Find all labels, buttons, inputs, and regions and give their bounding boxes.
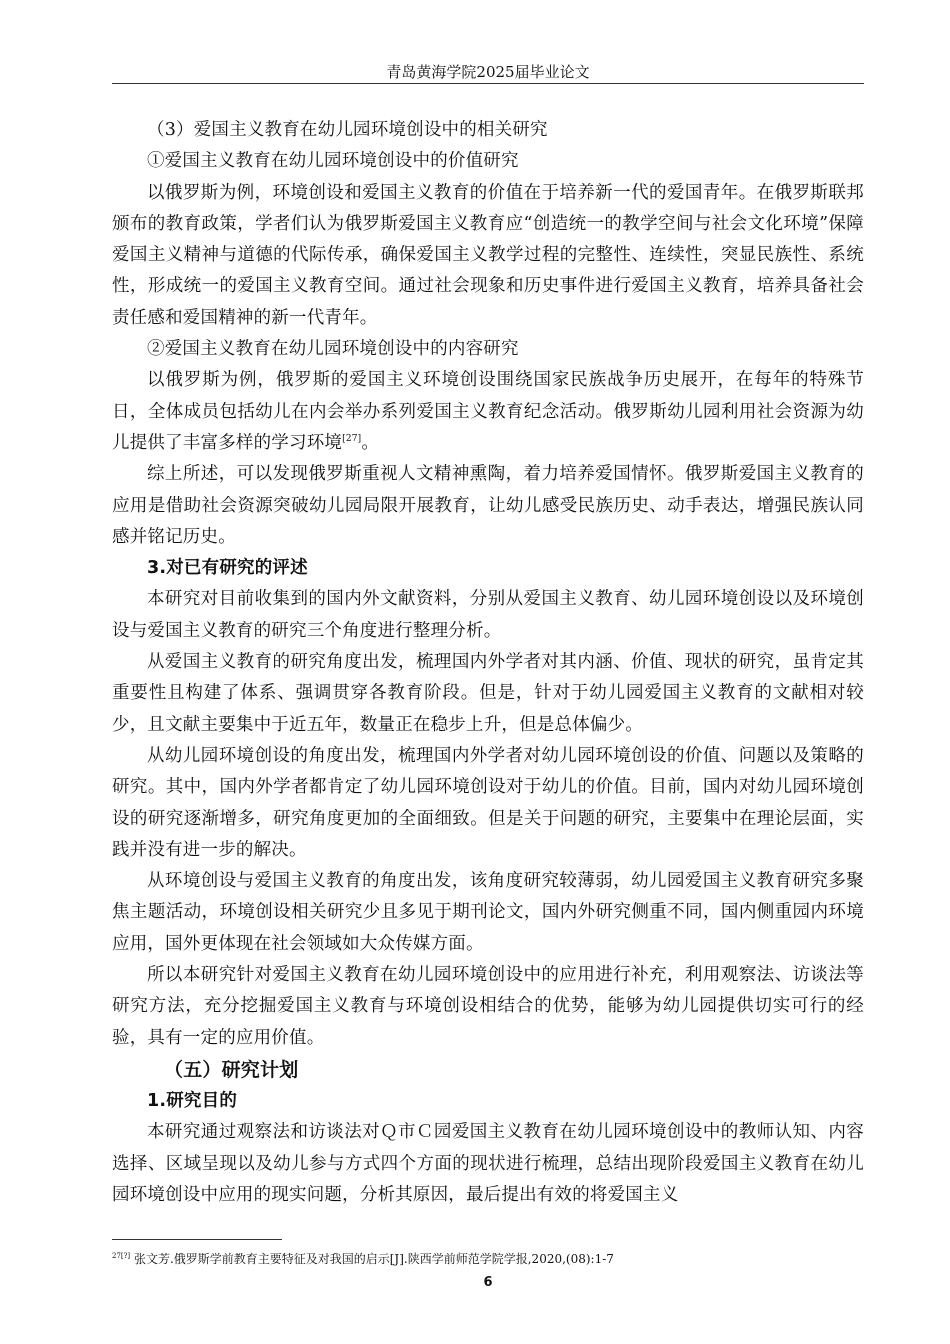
- paragraph-summary: 综上所述，可以发现俄罗斯重视人文精神熏陶，着力培养爱国情怀。俄罗斯爱国主义教育的应用是借助社会资源突破幼儿园局限开展教育，让幼儿感受民族历史、动手表达，增强民族认同感并铭记历史。: [112, 464, 864, 547]
- paragraph-content-research-text: 以俄罗斯为例，俄罗斯的爱国主义环境创设围绕国家民族战争历史展开，在每年的特殊节日，全体成员包括幼儿在内会举办系列爱国主义教育纪念活动。俄罗斯幼儿园利用社会资源为幼儿提供了丰富多样的学习环境: [112, 370, 864, 453]
- research-plan-heading: （五）研究计划: [164, 1058, 299, 1081]
- paragraph-content-research: [112, 365, 864, 459]
- footnote-rule: [112, 1239, 282, 1240]
- page-body: [112, 115, 864, 1211]
- review-paragraph-5: 所以本研究针对爱国主义教育在幼儿园环境创设中的应用进行补充，利用观察法、访谈法等研究方法，充分挖掘爱国主义教育与环境创设相结合的优势，能够为幼儿园提供切实可行的经验，具有一定的应用价值。: [112, 965, 864, 1048]
- review-paragraph-2: 从爱国主义教育的研究角度出发，梳理国内外学者对其内涵、价值、现状的研究，虽肯定其重要性且构建了体系、强调贯穿各教育阶段。但是，针对于幼儿园爱国主义教育的文献相对较少，且文献主要集中于近五年，数量正在稳步上升，但是总体偏少。: [112, 652, 864, 735]
- review-heading: 3.对已有研究的评述: [147, 558, 308, 579]
- section-heading-patriotism-environment: （3）爱国主义教育在幼儿园环境创设中的相关研究: [147, 120, 548, 140]
- review-paragraph-1: 本研究对目前收集到的国内外文献资料，分别从爱国主义教育、幼儿园环境创设以及环境创设与爱国主义教育的研究三个角度进行整理分析。: [112, 589, 864, 641]
- research-purpose-paragraph: 本研究通过观察法和访谈法对Ｑ市Ｃ园爱国主义教育在幼儿园环境创设中的教师认知、内容选择、区域呈现以及幼儿参与方式四个方面的现状进行梳理，总结出现阶段爱国主义教育在幼儿园环境创设中应用的现实问题，分析其原因，最后提出有效的将爱国主义: [112, 1122, 864, 1205]
- review-paragraph-4: 从环境创设与爱国主义教育的角度出发，该角度研究较薄弱，幼儿园爱国主义教育研究多聚焦主题活动，环境创设相关研究少且多见于期刊论文，国内外研究侧重不同，国内侧重园内环境应用，国外更体现在社会领域如大众传媒方面。: [112, 871, 864, 954]
- review-paragraph-3: 从幼儿园环境创设的角度出发，梳理国内外学者对幼儿园环境创设的价值、问题以及策略的研究。其中，国内外学者都肯定了幼儿园环境创设对于幼儿的价值。目前，国内对幼儿园环境创设的研究逐渐增多，研究角度更加的全面细致。但是关于问题的研究，主要集中在理论层面，实践并没有进一步的解决。: [112, 745, 864, 860]
- footnote: [112, 1251, 864, 1267]
- page-number: 6: [483, 1275, 493, 1290]
- subsection-heading-value-research: ①爱国主义教育在幼儿园环境创设中的价值研究: [147, 151, 519, 172]
- footnote-marker: 27[?]: [112, 1252, 131, 1260]
- running-header: 青岛黄海学院2025届毕业论文: [386, 63, 590, 81]
- subsection-heading-content-research: ②爱国主义教育在幼儿园环境创设中的内容研究: [147, 339, 519, 360]
- header-rule: [112, 83, 864, 84]
- footnote-text: 张文芳.俄罗斯学前教育主要特征及对我国的启示[J].陕西学前师范学院学报,2020,(08):1-7: [130, 1252, 614, 1266]
- research-purpose-heading: 1.研究目的: [147, 1090, 238, 1111]
- paragraph-value-research: 以俄罗斯为例，环境创设和爱国主义教育的价值在于培养新一代的爱国青年。在俄罗斯联邦颁布的教育政策，学者们认为俄罗斯爱国主义教育应“创造统一的教学空间与社会文化环境”保障爱国主义精神与道德的代际传承，确保爱国主义教学过程的完整性、连续性，突显民族性、系统性，形成统一的爱国主义教育空间。通过社会现象和历史事件进行爱国主义教育，培养具备社会责任感和爱国精神的新一代青年。: [112, 182, 864, 328]
- citation-27: [27]: [342, 433, 362, 444]
- paragraph-end-mark: 。: [361, 432, 380, 453]
